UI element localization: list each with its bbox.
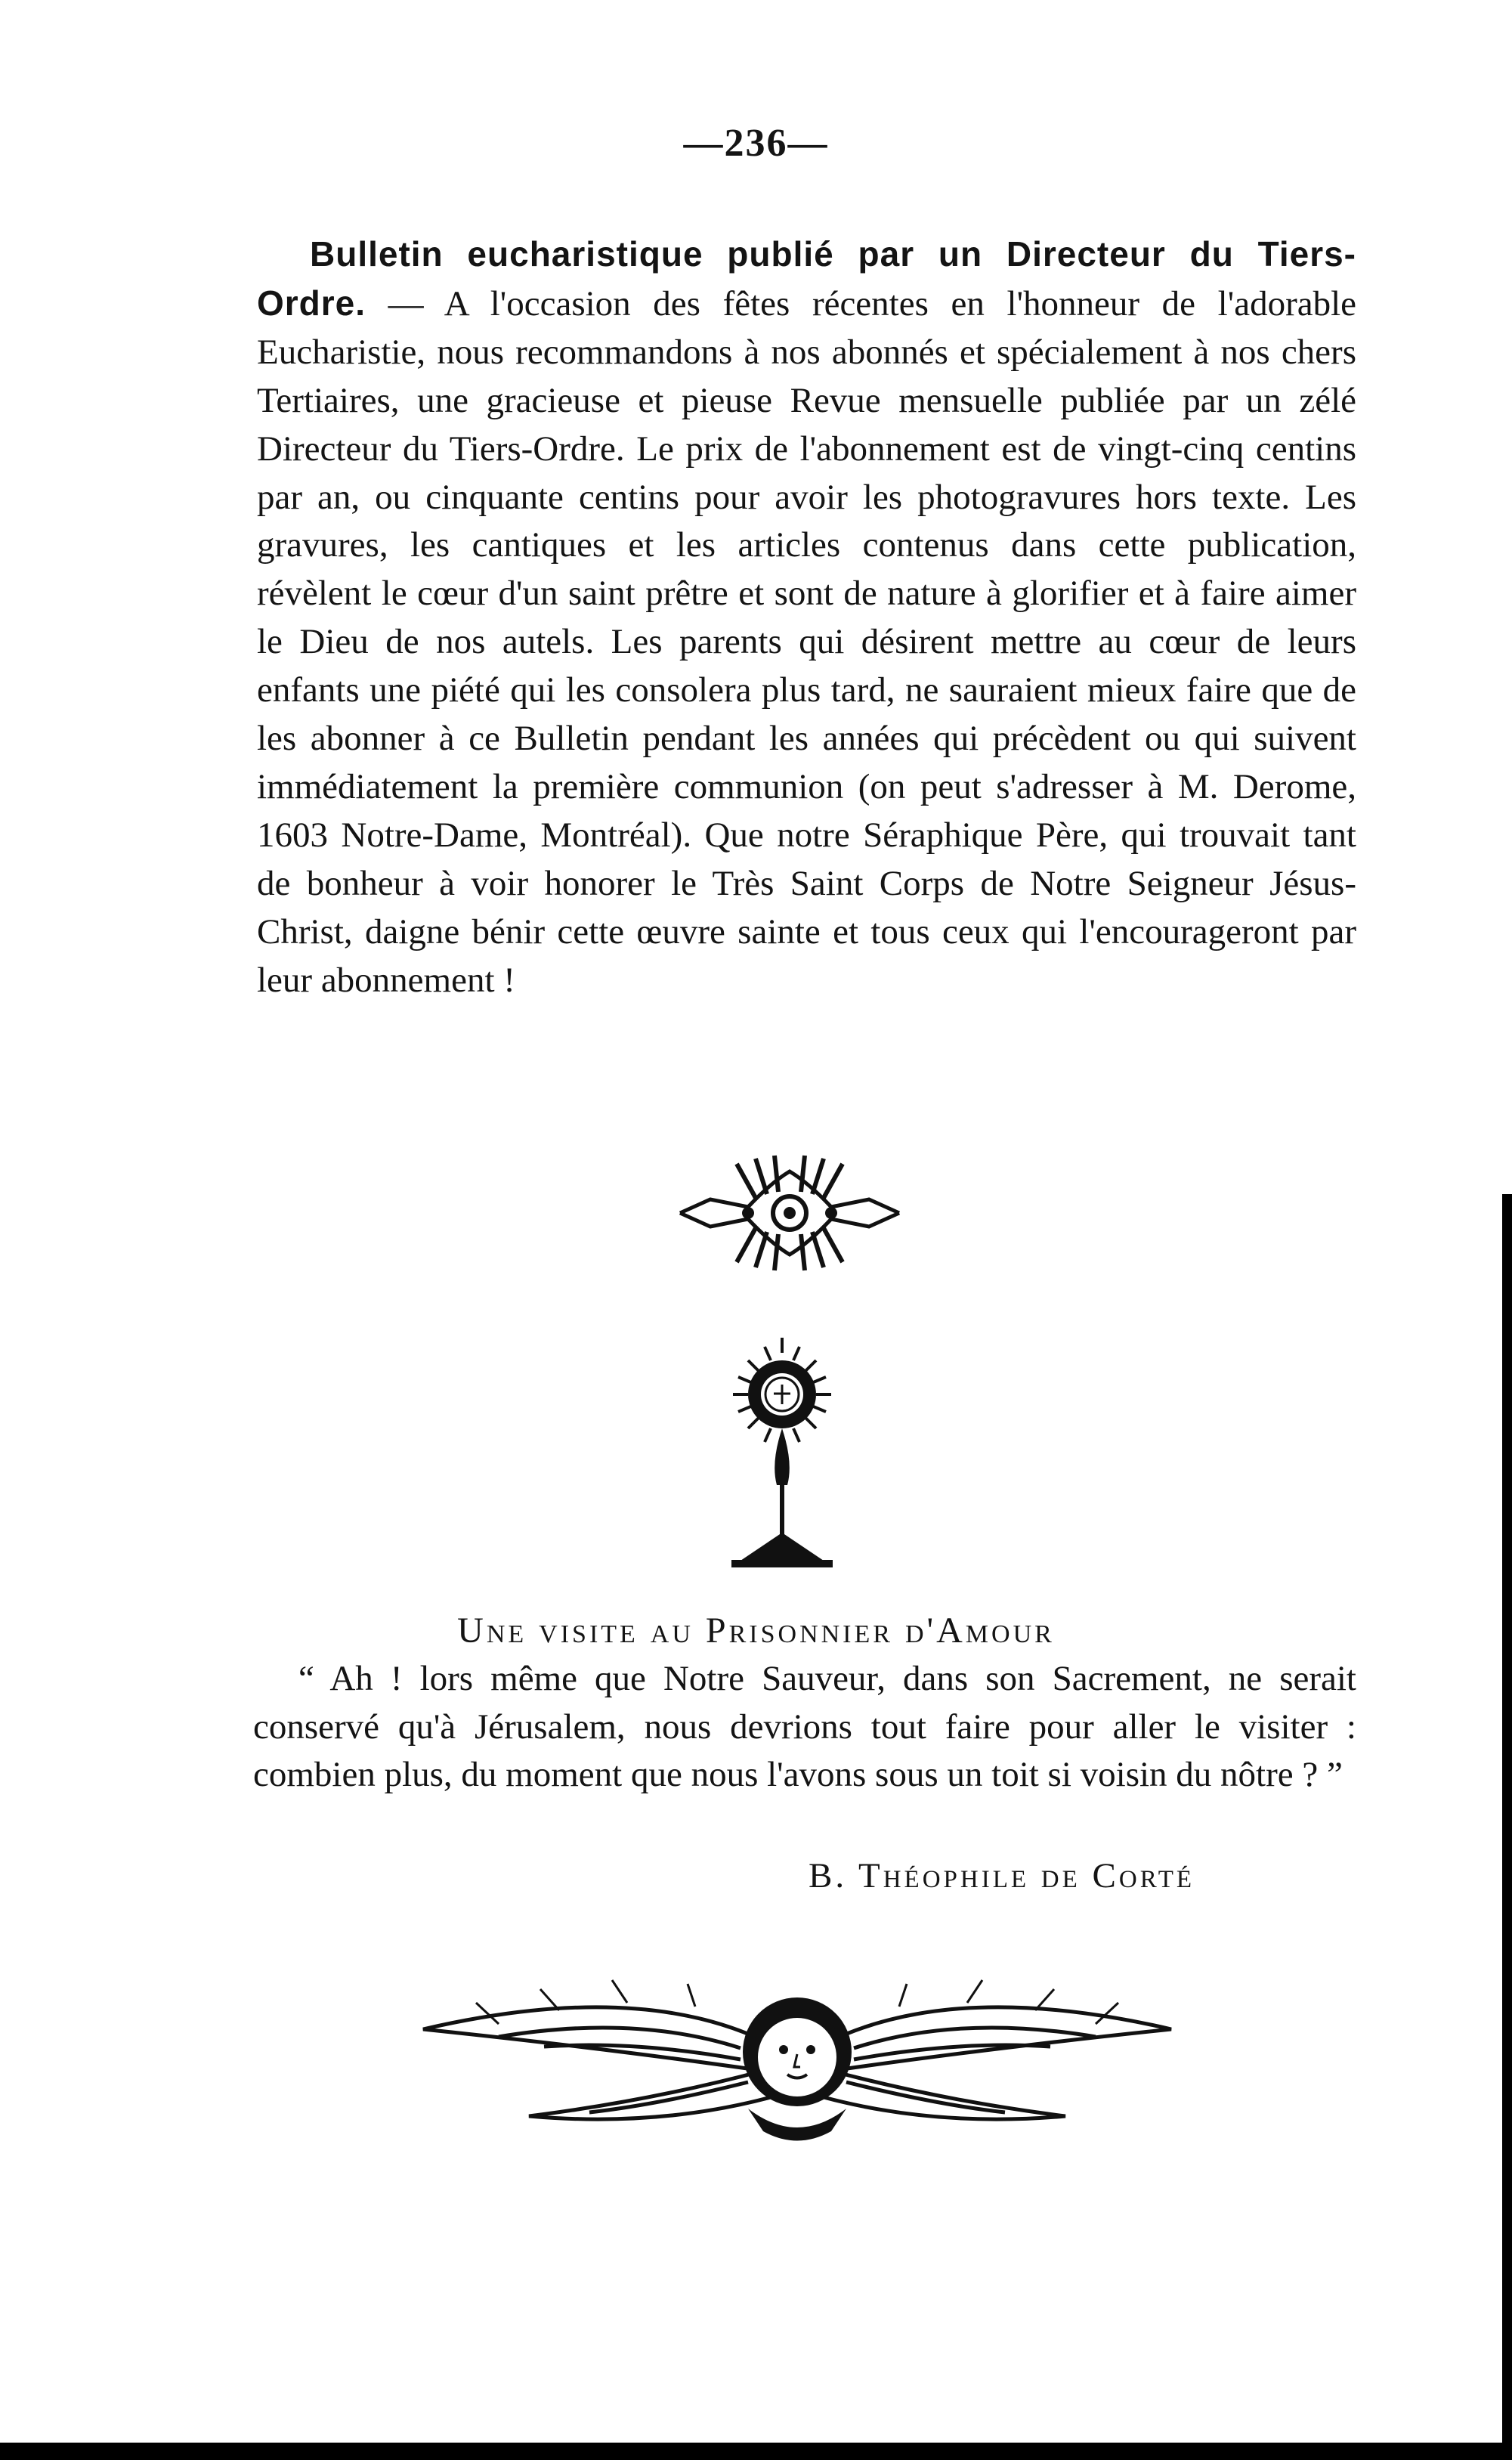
- quote-text: “ Ah ! lors même que Notre Sauveur, dans son Sacrement, ne serait conservé qu'à Jérusalem, nous devrions tout faire pour aller le visiter : combien plus, du moment que nous l'avons sous un toit si voisin du nôtre ? ”: [253, 1659, 1356, 1794]
- page-edge-shadow-right: [1502, 1194, 1512, 2460]
- page-number: —236—: [683, 122, 829, 165]
- article-paragraph: [257, 231, 1356, 1005]
- winged-cherub-ornament: [408, 1957, 1186, 2146]
- attribution: B. Théophile de Corté: [809, 1856, 1195, 1895]
- monstrance-icon: [725, 1330, 839, 1572]
- article-headline: Bulletin eucharistique publié par un Directeur du Tiers-Ordre.: [257, 234, 1356, 323]
- article-body: — A l'occasion des fêtes récentes en l'honneur de l'adorable Eucharistie, nous recommandons à nos abonnés et spécialement à nos chers Tertiaires, une gracieuse et pieuse Revue mensuelle publiée par un zélé Directeur du Tiers-Ordre. Le prix de l'abonnement est de vingt-cinq centins par an, ou cinquante centins pour avoir les photogravures hors texte. Les gravures, les cantiques et les articles contenus dans cette publication, révèlent le cœur d'un saint prêtre et sont de nature à glorifier et à faire aimer le Dieu de nos autels. Les parents qui désirent mettre au cœur de leurs enfants une piété qui les consolera plus tard, ne sauraient mieux faire que de les abonner à ce Bulletin pendant les années qui précèdent ou qui suivent immédiatement la première communion (on peut s'adresser à M. Derome, 1603 Notre-Dame, Montréal). Que notre Séraphique Père, qui trouvait tant de bonheur à voir honorer le Très Saint Corps de Notre Seigneur Jésus-Christ, daigne bénir cette œuvre sainte et tous ceux qui l'encourageront par leur abonnement !: [257, 283, 1356, 1000]
- page-edge-shadow-bottom: [0, 2443, 1512, 2460]
- section-title: Une visite au Prisonnier d'Amour: [457, 1611, 1055, 1651]
- fleuron-ornament: [665, 1153, 914, 1273]
